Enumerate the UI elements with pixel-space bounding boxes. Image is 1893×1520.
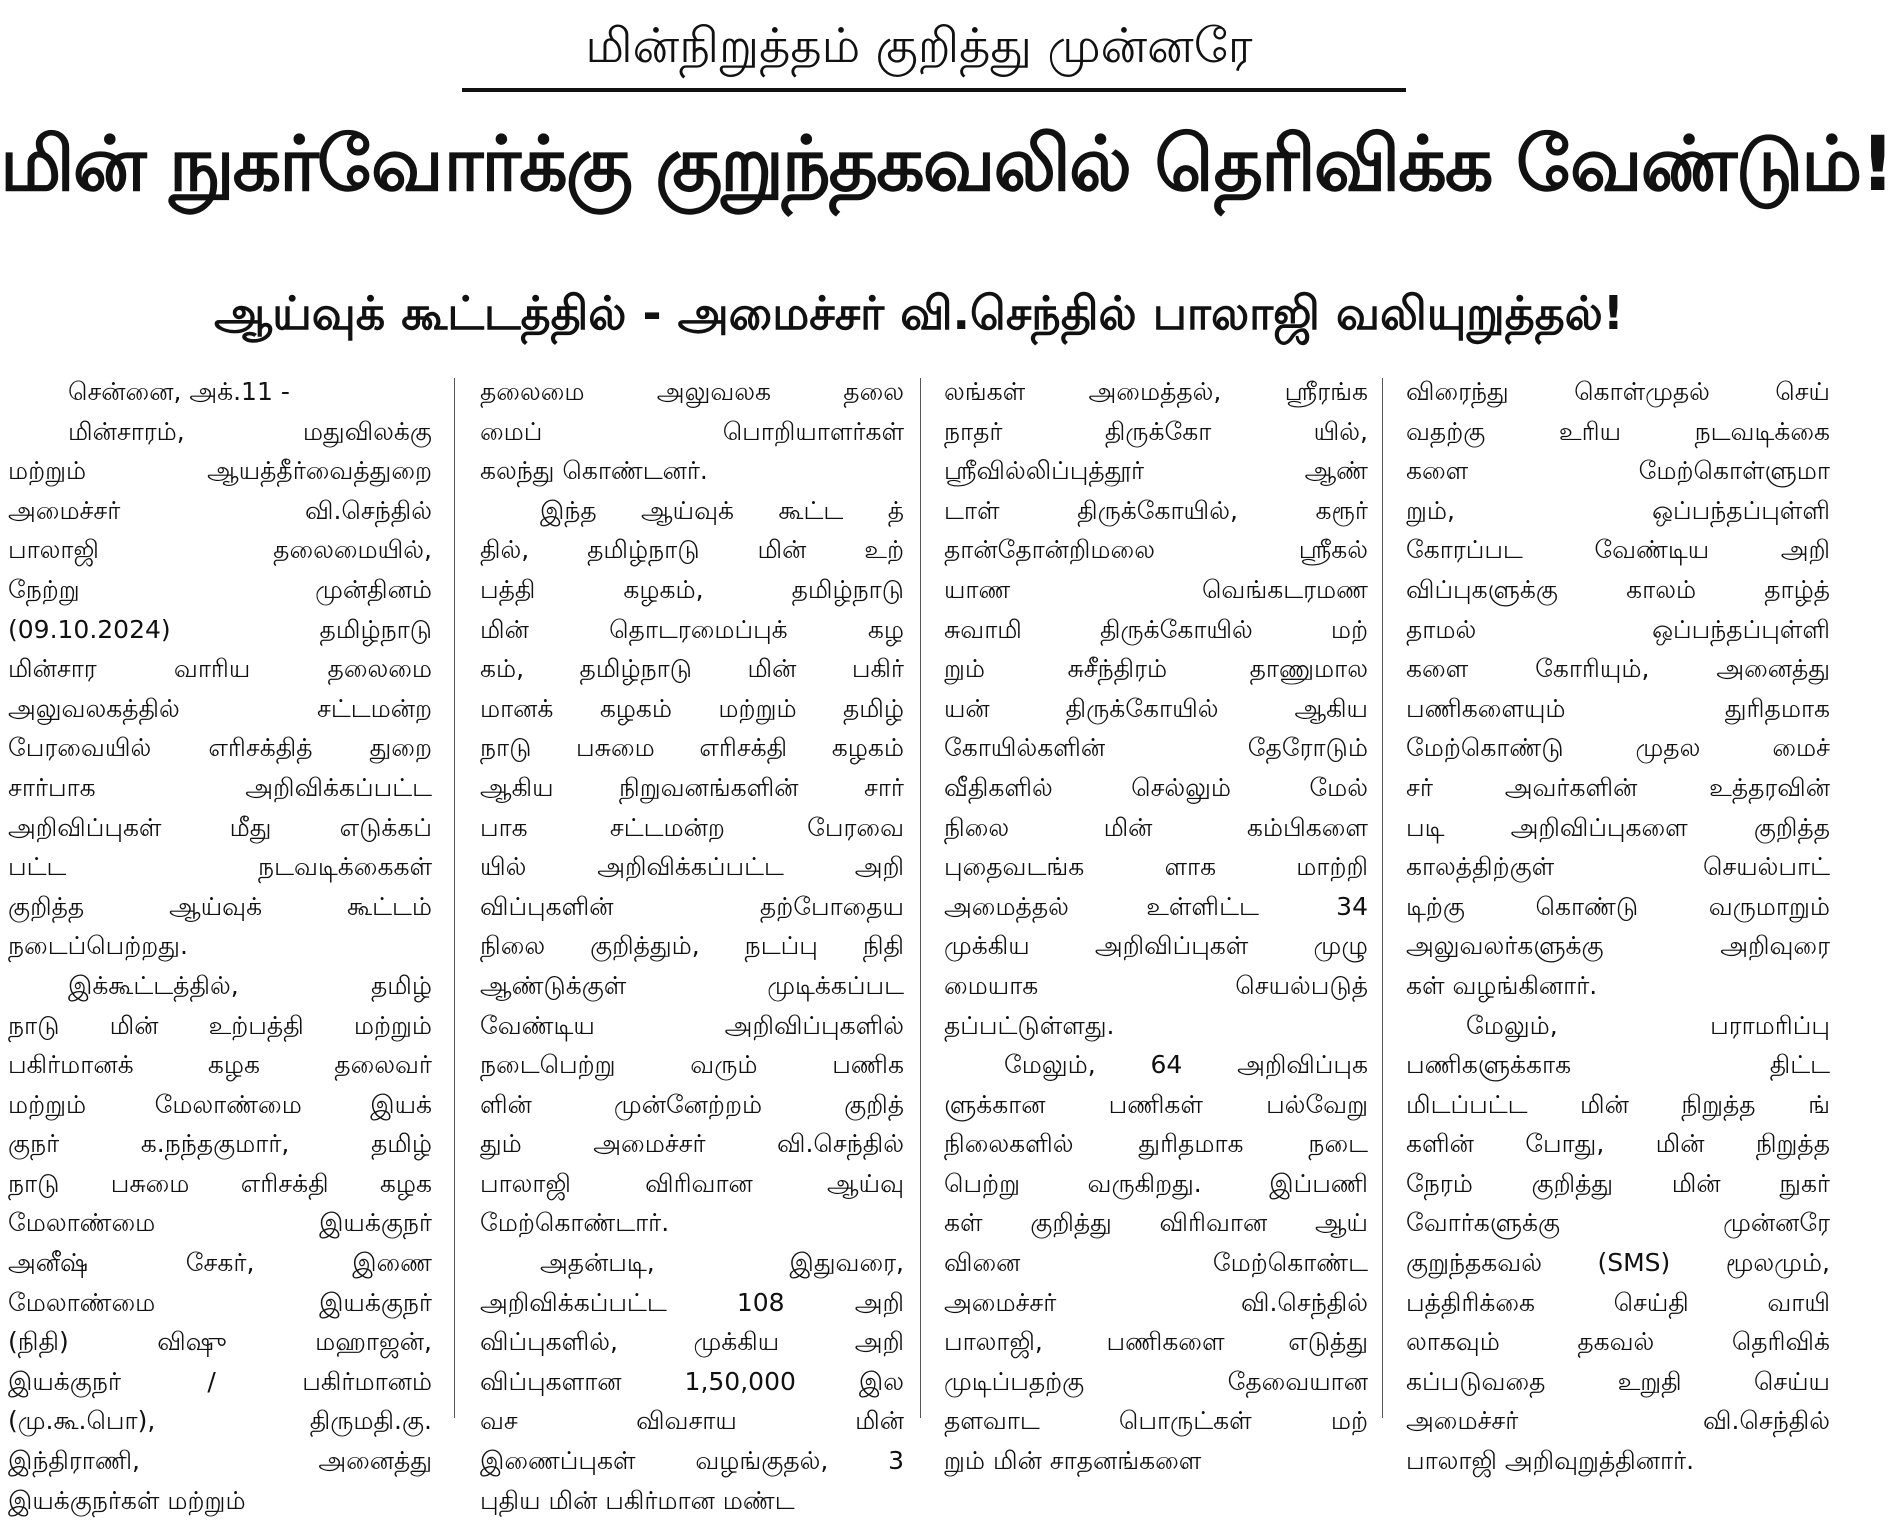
article-text-line: நாதர் திருக்கோ யில், [944, 416, 1368, 446]
article-text-line: பத்திரிக்கை செய்தி வாயி [1406, 1287, 1830, 1317]
article-text-line: பாலாஜி விரிவான ஆய்வு [480, 1168, 904, 1198]
article-text-line: விப்புகளில், முக்கிய அறி [480, 1327, 904, 1357]
article-body [8, 372, 1830, 1515]
kicker-headline: மின்நிறுத்தம் குறித்து முன்னரே [585, 18, 1253, 74]
article-text-line: வீதிகளில் செல்லும் மேல் [944, 772, 1368, 802]
article-text-line: இந்திராணி, அனைத்து [8, 1446, 432, 1476]
article-text-line: வச விவசாய மின் [480, 1406, 904, 1436]
article-text-line: ஸ்ரீவில்லிப்புத்தூர் ஆண் [944, 456, 1368, 486]
article-text-line: பத்தி கழகம், தமிழ்நாடு [480, 574, 904, 604]
article-text-line: மேலாண்மை இயக்குநர் [8, 1287, 432, 1317]
article-text-line: (நிதி) விஷு மஹாஜன், [8, 1327, 432, 1357]
article-text-line: இயக்குநர்கள் மற்றும் [8, 1485, 246, 1515]
article-column-3 [944, 372, 1368, 1476]
article-text-line: ஆகிய நிறுவனங்களின் சார் [480, 772, 904, 802]
article-text-line: றும் சுசீந்திரம் தாணுமால [944, 654, 1368, 684]
article-text-line: (மு.கூ.பொ), திருமதி.கு. [8, 1406, 432, 1436]
article-text-line: தான்தோன்றிமலை ஸ்ரீகல் [944, 535, 1368, 565]
article-text-line: பாலாஜி, பணிகளை எடுத்து [944, 1327, 1368, 1357]
article-text-line: றும் மின் சாதனங்களை [944, 1446, 1202, 1476]
article-column-1 [8, 372, 432, 1515]
article-text-line: ளுக்கான பணிகள் பல்வேறு [944, 1089, 1368, 1119]
article-text-line: நிலை குறித்தும், நடப்பு நிதி [480, 931, 904, 961]
article-text-line: மேற்கொண்டார். [480, 1208, 670, 1238]
article-text-line: புதிய மின் பகிர்மான மண்ட [480, 1485, 795, 1515]
main-headline: மின் நுகர்வோர்க்கு குறுந்தகவலில் தெரிவிக்க வேண்டும்! [0, 119, 1893, 208]
article-text-line: மின்சார வாரிய தலைமை [8, 654, 432, 684]
article-text-line: தில், தமிழ்நாடு மின் உற் [480, 535, 904, 565]
article-text-line: படி அறிவிப்புகளை குறித்த [1406, 812, 1830, 842]
article-text-line: மைப் பொறியாளர்கள் [480, 416, 904, 446]
article-text-line: மின் தொடரமைப்புக் கழ [480, 614, 904, 644]
article-text-line: மற்றும் ஆயத்தீர்வைத்துறை [8, 456, 432, 486]
kicker-underline [462, 88, 1406, 92]
column-divider [454, 378, 455, 1418]
article-text-line: விப்புகளான 1,50,000 இல [480, 1366, 904, 1396]
article-text-line: கள் வழங்கினார். [1406, 970, 1598, 1000]
article-text-line: குநர் க.நந்தகுமார், தமிழ் [8, 1129, 432, 1159]
article-text-line: மேற்கொண்டு முதல மைச் [1406, 733, 1830, 763]
article-text-line: சார்பாக அறிவிக்கப்பட்ட [8, 772, 432, 802]
column-divider [1382, 378, 1383, 1418]
article-text-line: பெற்று வருகிறது. இப்பணி [944, 1168, 1368, 1198]
article-text-line: யாண வெங்கடரமண [944, 574, 1368, 604]
article-text-line: றும், ஒப்பந்தப்புள்ளி [1406, 495, 1830, 525]
article-text-line: லங்கள் அமைத்தல், ஸ்ரீரங்க [944, 377, 1368, 406]
article-text-line: கலந்து கொண்டனர். [480, 456, 708, 486]
article-text-line: நேரம் குறித்து மின் நுகர் [1406, 1168, 1830, 1198]
article-text-line: நேற்று முன்தினம் [8, 574, 432, 604]
sub-headline: ஆய்வுக் கூட்டத்தில் - அமைச்சர் வி.செந்தில் பாலாஜி வலியுறுத்தல்! [214, 286, 1624, 340]
article-text-line: தலைமை அலுவலக தலை [480, 377, 904, 406]
article-text-line: மிடப்பட்ட மின் நிறுத்த ங் [1406, 1089, 1830, 1119]
article-text-line: மின்சாரம், மதுவிலக்கு [68, 416, 432, 446]
article-text-line: நடைபெற்று வரும் பணிக [480, 1050, 904, 1080]
article-text-line: களை கோரியும், அனைத்து [1406, 654, 1830, 684]
article-text-line: கப்படுவதை உறுதி செய்ய [1406, 1366, 1830, 1396]
article-text-line: களின் போது, மின் நிறுத்த [1406, 1129, 1830, 1159]
article-text-line: கோரப்பட வேண்டிய அறி [1406, 535, 1830, 565]
article-text-line: தாமல் ஒப்பந்தப்புள்ளி [1406, 614, 1830, 644]
article-text-line: டிற்கு கொண்டு வருமாறும் [1406, 891, 1830, 921]
article-text-line: காலத்திற்குள் செயல்பாட் [1406, 852, 1830, 882]
article-text-line: கம், தமிழ்நாடு மின் பகிர் [480, 654, 904, 684]
article-text-line: சுவாமி திருக்கோயில் மற் [944, 614, 1368, 644]
article-text-line: டாள் திருக்கோயில், கரூர் [944, 495, 1368, 525]
article-text-line: குறித்த ஆய்வுக் கூட்டம் [8, 891, 432, 921]
article-text-line: முக்கிய அறிவிப்புகள் முழு [944, 931, 1368, 961]
article-text-line: அலுவலர்களுக்கு அறிவுரை [1406, 931, 1830, 961]
article-text-line: தளவாட பொருட்கள் மற் [944, 1406, 1368, 1436]
article-text-line: பாக சட்டமன்ற பேரவை [480, 812, 904, 842]
article-text-line: பேரவையில் எரிசக்தித் துறை [8, 733, 432, 763]
article-column-2 [480, 372, 904, 1515]
article-text-line: அமைச்சர் வி.செந்தில் [944, 1287, 1368, 1317]
article-text-line: களை மேற்கொள்ளுமா [1406, 456, 1830, 486]
article-text-line: பட்ட நடவடிக்கைகள் [8, 852, 432, 882]
article-text-line: இந்த ஆய்வுக் கூட்ட த் [540, 495, 904, 525]
article-text-line: குறுந்தகவல் (SMS) மூலமும், [1406, 1248, 1830, 1278]
article-text-line: அதன்படி, இதுவரை, [540, 1248, 904, 1278]
article-text-line: இக்கூட்டத்தில், தமிழ் [68, 970, 432, 1000]
article-text-line: நடைப்பெற்றது. [8, 931, 188, 961]
article-text-line: பணிகளுக்காக திட்ட [1406, 1050, 1830, 1080]
article-text-line: அனீஷ் சேகர், இணை [8, 1248, 432, 1278]
article-text-line: மற்றும் மேலாண்மை இயக் [8, 1089, 432, 1119]
article-text-line: மேலாண்மை இயக்குநர் [8, 1208, 432, 1238]
article-text-line: அறிவிப்புகள் மீது எடுக்கப் [8, 812, 432, 842]
article-text-line: இணைப்புகள் வழங்குதல், 3 [480, 1446, 904, 1476]
article-text-line: மானக் கழகம் மற்றும் தமிழ் [480, 693, 904, 723]
article-text-line: வினை மேற்கொண்ட [944, 1248, 1368, 1278]
article-text-line: (09.10.2024) தமிழ்நாடு [8, 614, 432, 644]
column-divider [920, 378, 921, 1418]
article-text-line: விப்புகளுக்கு காலம் தாழ்த் [1406, 574, 1830, 604]
article-text-line: நாடு மின் உற்பத்தி மற்றும் [8, 1010, 432, 1040]
article-text-line: பாலாஜி தலைமையில், [8, 535, 432, 565]
article-text-line: யில் அறிவிக்கப்பட்ட அறி [480, 852, 904, 882]
article-text-line: நிலைகளில் துரிதமாக நடை [944, 1129, 1368, 1159]
article-text-line: விரைந்து கொள்முதல் செய் [1406, 377, 1830, 406]
article-text-line: பாலாஜி அறிவுறுத்தினார். [1406, 1446, 1695, 1476]
article-text-line: அமைச்சர் வி.செந்தில் [8, 495, 432, 525]
article-text-line: அலுவலகத்தில் சட்டமன்ற [8, 693, 432, 723]
article-text-line: விப்புகளின் தற்போதைய [480, 891, 904, 921]
article-text-line: பணிகளையும் துரிதமாக [1406, 693, 1830, 723]
article-column-4 [1406, 372, 1830, 1476]
article-text-line: மேலும், 64 அறிவிப்புக [1004, 1050, 1368, 1080]
article-text-line: நாடு பசுமை எரிசக்தி கழகம் [480, 733, 904, 763]
article-text-line: அமைத்தல் உள்ளிட்ட 34 [944, 891, 1368, 921]
article-text-line: லாகவும் தகவல் தெரிவிக் [1406, 1327, 1830, 1357]
article-text-line: அமைச்சர் வி.செந்தில் [1406, 1406, 1830, 1436]
article-text-line: கள் குறித்து விரிவான ஆய் [944, 1208, 1368, 1238]
article-text-line: தும் அமைச்சர் வி.செந்தில் [480, 1129, 904, 1159]
article-text-line: ஆண்டுக்குள் முடிக்கப்பட [480, 970, 904, 1000]
article-text-line: ளின் முன்னேற்றம் குறித் [480, 1089, 904, 1119]
article-text-line: பகிர்மானக் கழக தலைவர் [8, 1050, 432, 1080]
article-text-line: முடிப்பதற்கு தேவையான [944, 1366, 1368, 1396]
article-text-line: கோயில்களின் தேரோடும் [944, 733, 1368, 763]
article-text-line: வதற்கு உரிய நடவடிக்கை [1406, 416, 1830, 446]
article-text-line: மேலும், பராமரிப்பு [1466, 1010, 1830, 1040]
article-text-line: தப்பட்டுள்ளது. [944, 1010, 1115, 1040]
article-text-line: யன் திருக்கோயில் ஆகிய [944, 693, 1368, 723]
article-text-line: சர் அவர்களின் உத்தரவின் [1406, 772, 1830, 802]
article-text-line: மையாக செயல்படுத் [944, 970, 1368, 1000]
article-text-line: வோர்களுக்கு முன்னரே [1406, 1208, 1830, 1238]
article-text-line: சென்னை, அக்.11 - [68, 377, 290, 406]
article-text-line: இயக்குநர் / பகிர்மானம் [8, 1366, 432, 1396]
article-text-line: புதைவடங்க ளாக மாற்றி [944, 852, 1368, 882]
article-text-line: அறிவிக்கப்பட்ட 108 அறி [480, 1287, 904, 1317]
article-text-line: நிலை மின் கம்பிகளை [944, 812, 1368, 842]
article-text-line: நாடு பசுமை எரிசக்தி கழக [8, 1168, 432, 1198]
article-text-line: வேண்டிய அறிவிப்புகளில் [480, 1010, 904, 1040]
